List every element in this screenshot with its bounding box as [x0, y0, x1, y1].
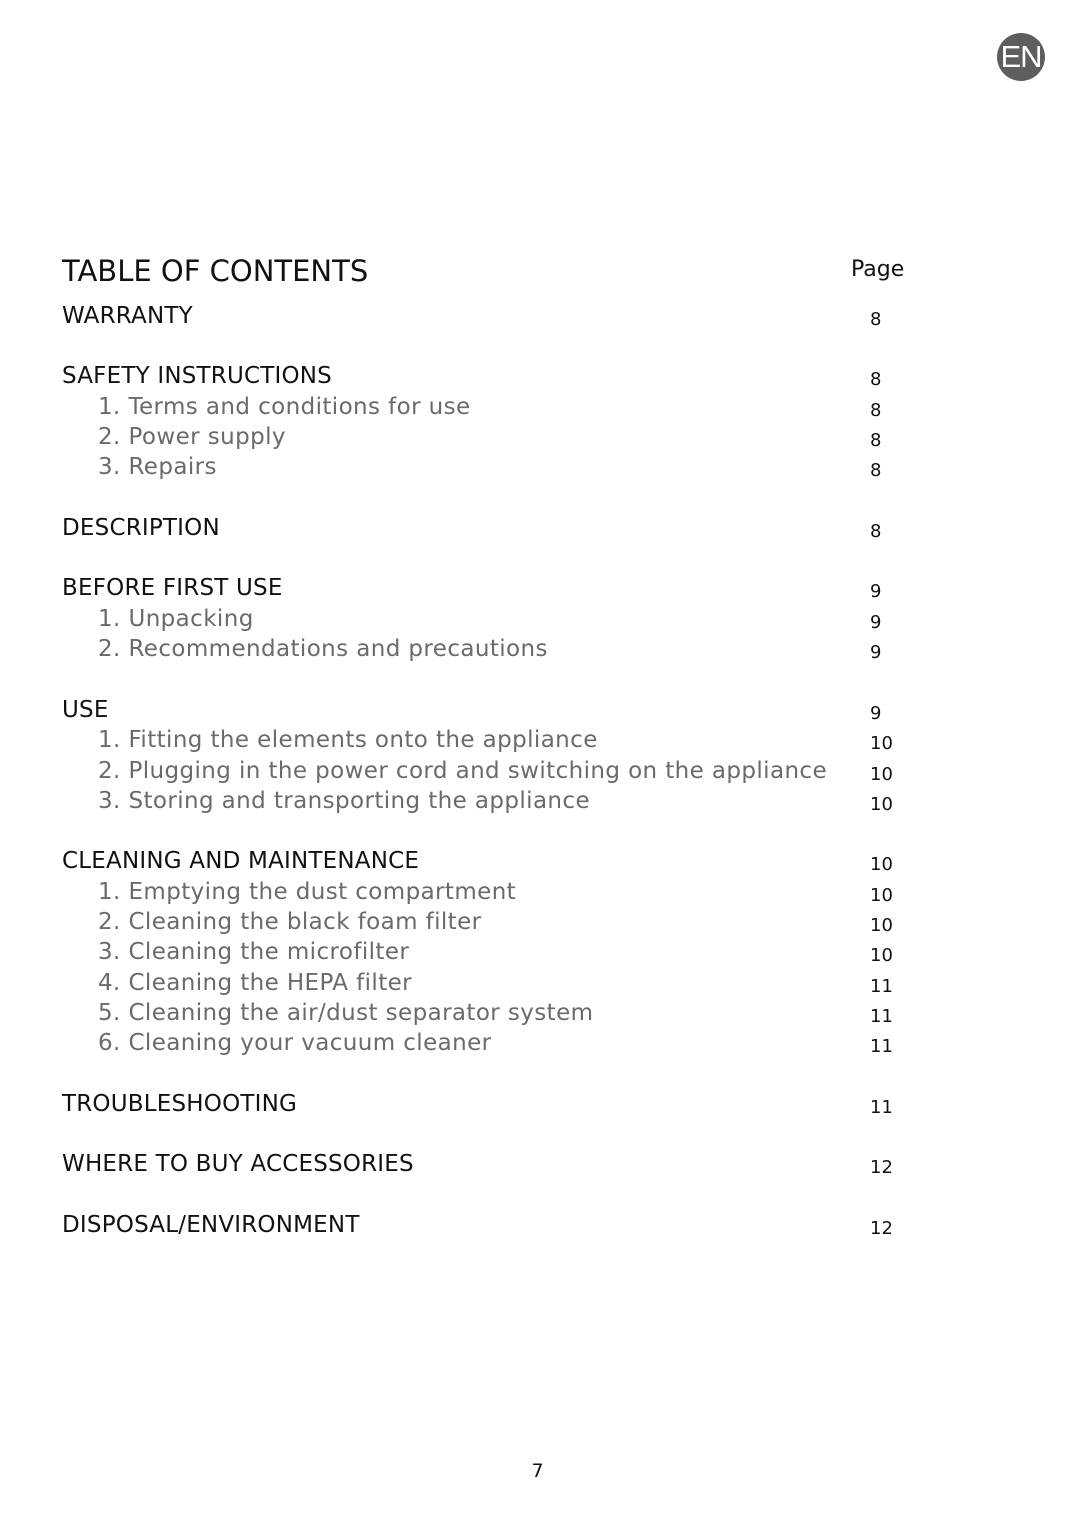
toc-entry-page: 8: [870, 400, 882, 421]
toc-entry-page: 10: [870, 794, 893, 815]
toc-entry-label: CLEANING AND MAINTENANCE: [62, 848, 420, 874]
toc-entry: [0, 877, 1075, 907]
toc-entry-label: 3. Storing and transporting the appliance: [98, 788, 591, 814]
toc-entry: [0, 786, 1075, 816]
toc-entry: [0, 361, 1075, 391]
toc-entry: [0, 634, 1075, 664]
toc-entry: [0, 846, 1075, 876]
toc-entry-label: 1. Fitting the elements onto the appliance: [98, 727, 598, 753]
toc-entry-page: 10: [870, 733, 893, 754]
toc-entry-page: 9: [870, 642, 882, 663]
toc-entry: [0, 725, 1075, 755]
toc-entry-label: 2. Cleaning the black foam filter: [98, 909, 482, 935]
toc-entry-label: USE: [62, 697, 109, 723]
toc-entry: [0, 604, 1075, 634]
toc-entry-label: 3. Cleaning the microfilter: [98, 939, 410, 965]
toc-entry-page: 9: [870, 612, 882, 633]
page-number: 7: [531, 1460, 544, 1482]
toc-entry-page: 11: [870, 976, 893, 997]
toc-entry-page: 10: [870, 764, 893, 785]
toc-entry-page: 10: [870, 945, 893, 966]
toc-entry-page: 11: [870, 1097, 893, 1118]
toc-entry-page: 10: [870, 915, 893, 936]
toc-entry-label: 4. Cleaning the HEPA filter: [98, 970, 413, 996]
toc-entry: [0, 1210, 1075, 1240]
toc-entry-page: 10: [870, 854, 893, 875]
toc-entry: [0, 1028, 1075, 1058]
toc-entry-label: WARRANTY: [62, 303, 193, 329]
toc-entry-label: SAFETY INSTRUCTIONS: [62, 363, 332, 389]
toc-entry-page: 8: [870, 309, 882, 330]
toc-entry: [0, 907, 1075, 937]
toc-entry-label: 2. Plugging in the power cord and switching on the appliance: [98, 758, 828, 784]
toc-entry: [0, 513, 1075, 543]
toc-entry-page: 11: [870, 1006, 893, 1027]
toc-entry-page: 8: [870, 369, 882, 390]
toc-entry-label: 5. Cleaning the air/dust separator system: [98, 1000, 594, 1026]
toc-entry: [0, 1089, 1075, 1119]
toc-entry-label: 2. Power supply: [98, 424, 286, 450]
toc-entry: [0, 392, 1075, 422]
toc-entry: [0, 452, 1075, 482]
toc-entry-page: 9: [870, 703, 882, 724]
toc-entry: [0, 998, 1075, 1028]
toc-entry-page: 11: [870, 1036, 893, 1057]
toc-entry-page: 8: [870, 430, 882, 451]
toc-entry: [0, 968, 1075, 998]
toc-entry: [0, 573, 1075, 603]
toc-entry-page: 12: [870, 1218, 893, 1239]
toc-entry-label: 2. Recommendations and precautions: [98, 636, 548, 662]
toc-entry-page: 9: [870, 581, 882, 602]
toc-entry-page: 8: [870, 460, 882, 481]
language-badge: EN: [997, 33, 1045, 81]
toc-entry-page: 8: [870, 521, 882, 542]
toc-entry-label: 3. Repairs: [98, 454, 217, 480]
toc-entry: [0, 422, 1075, 452]
toc-entry: [0, 695, 1075, 725]
toc-entry-label: 6. Cleaning your vacuum cleaner: [98, 1030, 492, 1056]
toc-entry-label: WHERE TO BUY ACCESSORIES: [62, 1151, 414, 1177]
toc-title: TABLE OF CONTENTS: [62, 254, 369, 288]
toc-entry-page: 10: [870, 885, 893, 906]
toc-entry: [0, 756, 1075, 786]
toc-entry-label: TROUBLESHOOTING: [62, 1091, 298, 1117]
toc-entry-label: 1. Unpacking: [98, 606, 254, 632]
toc-entry: [0, 937, 1075, 967]
toc-entry: [0, 1149, 1075, 1179]
toc-entry-label: DESCRIPTION: [62, 515, 220, 541]
toc-entry-label: BEFORE FIRST USE: [62, 575, 283, 601]
toc-entry-label: DISPOSAL/ENVIRONMENT: [62, 1212, 360, 1238]
toc-entry-label: 1. Terms and conditions for use: [98, 394, 471, 420]
toc-entry-page: 12: [870, 1157, 893, 1178]
page-column-header: Page: [851, 257, 905, 282]
toc-entry: [0, 301, 1075, 331]
toc-entry-label: 1. Emptying the dust compartment: [98, 879, 517, 905]
